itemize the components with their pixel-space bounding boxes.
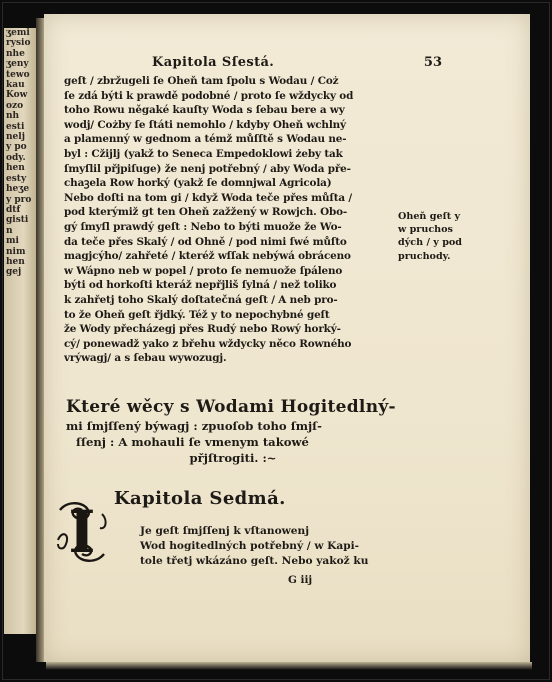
body-line: a plamenný w gednom a témž můſſtě s Wodau ne- [64,133,347,146]
marginal-note [398,210,464,263]
catchword: G iij [288,574,313,586]
marginal-note-line: Oheň geſt y [398,211,461,222]
left-page-fragment: ody. [6,152,26,163]
left-page-fragment: esti [6,121,25,132]
left-page-fragment: y po [6,142,27,153]
section-heading-line-3: ſſenj : A mohauli ſe vmenym takowé [76,435,309,449]
left-page-fragment: n [6,225,13,236]
left-page-fragment: dtẜ [6,204,21,215]
left-page-fragment: gisti [6,215,29,226]
body-line: da teče přes Skalý / od Ohně / pod nimi ſwé můſto [64,235,347,248]
left-page-fragment: mi [6,236,19,247]
left-page-fragment: nh [6,111,20,122]
left-page-fragment: hen [6,256,25,267]
body-line: byl : Cžijlj (yakž to Seneca Empedoklowi żeby tak [64,147,343,160]
running-title: Kapitola Sſestá. [152,55,275,70]
chapter-body-line: tole třetj wkázáno geſt. Nebo yakož ku [140,555,369,567]
body-line: cý/ ponewadž yako z břehu wždycky něco Rowného [64,337,352,350]
left-page-fragment: nhe [6,48,25,59]
body-line: pod kterýmiž gt ten Oheň zažžený w Rowjch. Obo- [64,206,348,219]
left-page-fragment: rysio [6,38,31,49]
body-line: magjcýho/ zahřeté / kteréž wſſak nebýwá obráceno [64,250,351,263]
section-heading-line-2: mi ſmjſſený býwagj : zpuoſob toho ſmjſ- [66,419,322,433]
body-line: k zahřetj toho Skalý doſtatečná geſt / A neb pro- [64,293,338,306]
section-heading-line-4: přjſtrogiti. :~ [189,451,277,465]
body-line: to že Oheň geſt řjdký. Též y to nepochybné geſt [64,308,330,321]
initial-letter: I [68,498,96,566]
body-line: Nebo doſti na tom gi / když Woda teče přes můſta / [64,191,353,204]
page-bottom-edge [46,662,532,670]
body-line: ſmyſlil přjpiſuge) že nenj potřebný / aby Woda pře- [64,162,351,175]
marginal-note-line: pruchody. [398,250,451,262]
chapter-body-line: Je geſt ſmjſſenj k vſtanowenj [140,525,310,537]
left-page-fragment: ʒemi [6,28,30,38]
marginal-note-line: dých / y pod [398,237,463,249]
body-line: chaꝫela Row horký (yakž ſe domnjwal Agricola) [64,177,332,190]
left-page-fragment: nelj [6,132,25,143]
left-page-fragment: ʒeny [6,59,29,70]
chapter-body-text [140,524,400,569]
left-page-fragment: heʒe [6,184,30,195]
left-page-fragment: y pro [6,194,32,205]
left-page-fragment: ozo [6,100,24,111]
left-page-fragment: tewo [6,69,30,80]
body-line: w Wápno neb w popel / proto ſe nemuože ſpáleno [64,264,343,277]
section-heading [66,396,400,466]
body-line: wodj/ Cożby ſe ſtáti nemohlo / kdyby Oheň wchlný [64,118,346,131]
decorated-initial [54,500,110,564]
body-line: gý ſmyſl prawdý geſt : Nebo to býti muože že Wo- [64,220,342,233]
marginal-note-line: w pruchos [398,224,453,236]
left-page-fragment: gej [6,267,22,278]
body-line: geſt / zbržugeli ſe Oheň tam ſpolu s Wodau / Coż [64,75,339,87]
left-page-fragment: esty [6,173,27,184]
left-page-fragment: Kow [6,90,28,101]
left-page-fragment: kau [6,80,25,91]
book-page [44,14,530,662]
section-heading-line-1: Které wěcy s Wodami Hogitedlný- [66,397,396,417]
body-line: býti od horkoſti kteráž nepřjliš ſylná / než toliko [64,279,337,292]
page-number: 53 [423,55,442,70]
chapter-body-line: Wod hogitedlných potřebný / w Kapi- [140,540,360,552]
body-line: ſe zdá býti k prawdě podobné / proto ſe wždycky od [64,89,354,102]
body-line: vrýwagj/ a s ſebau wywozugj. [64,352,227,365]
left-page-edge [4,28,36,634]
body-line: že Wody přecházegj přes Rudý nebo Rowý horký- [64,323,341,336]
body-line: toho Rowu něgaké kauſty Woda s ſebau bere a wy [64,104,345,117]
left-page-fragment: hen [6,163,25,174]
left-page-fragment: nim [6,246,26,257]
chapter-title: Kapitola Sedmá. [114,488,286,509]
body-text [64,74,397,366]
